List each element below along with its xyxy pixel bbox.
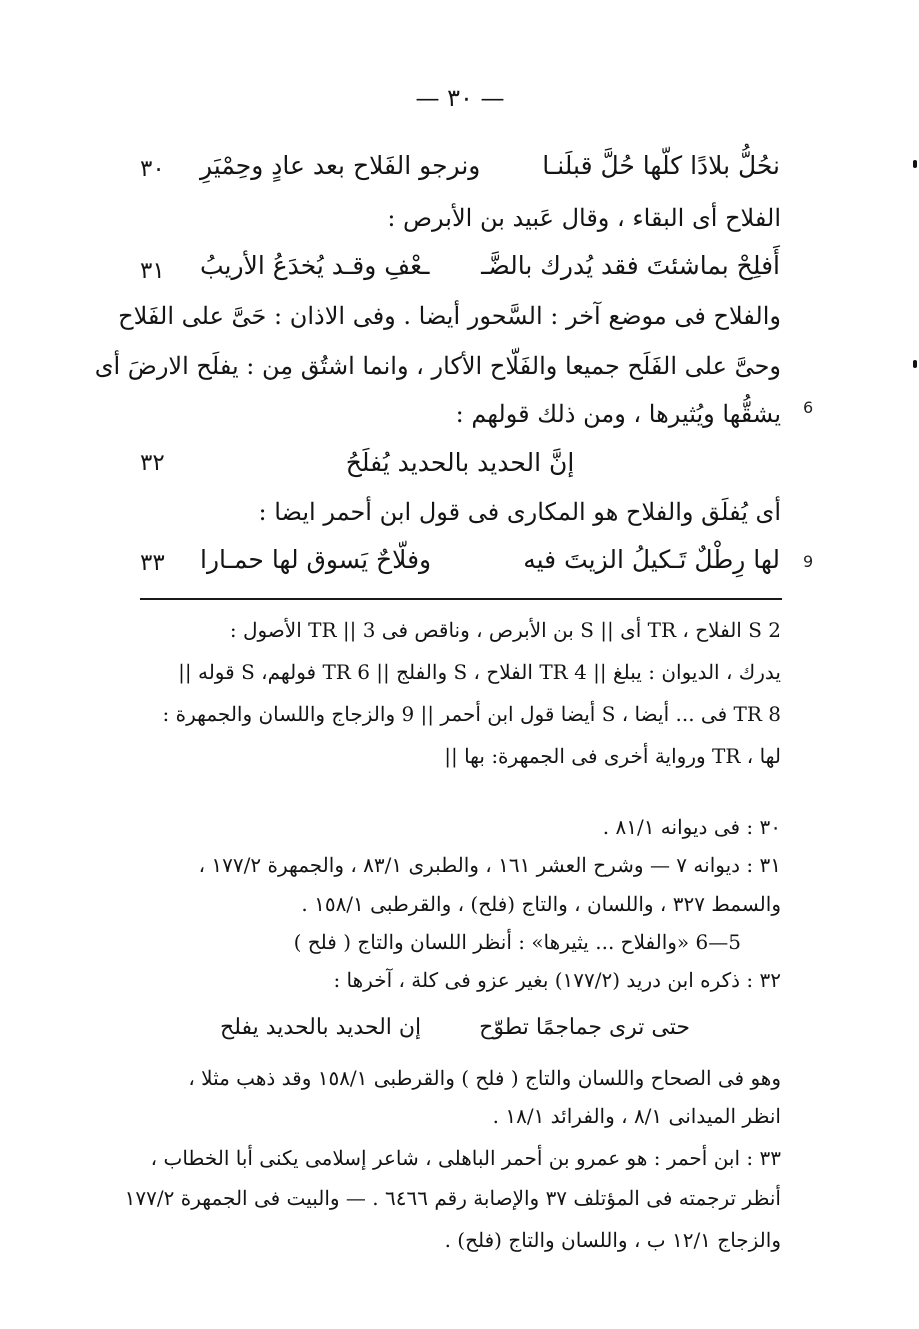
apparatus-line-4: لها ، TR ورواية أخرى فى الجمهرة: بها ||: [444, 744, 781, 768]
apparatus-line-3: 8 TR فى ... أيضا ، S أيضا قول ابن أحمر || 9 والزجاج واللسان والجمهرة :: [162, 702, 781, 726]
line-marker-9: 9: [803, 552, 814, 571]
note-31-line-2: والسمط ٣٢٧ ، واللسان ، والتاج (فلح) ، والقرطبى ١٥٨/١ .: [301, 892, 781, 916]
line-marker-6: 6: [803, 398, 814, 417]
prose-line-3: وحىَّ على الفَلَح جميعا والفَلّاح الأكار ، وانما اشتُق مِن : يفلَح الارضَ أى: [94, 352, 781, 380]
prose-line-2: والفلاح فى موضع آخر : السَّحور أيضا . وفى الاذان : حَىَّ على الفَلاح: [118, 302, 781, 330]
note-33-line-1: ٣٣ : ابن أحمر : هو عمرو بن أحمر الباهلى ، شاعر إسلامى يكنى أبا الخطاب ،: [150, 1146, 781, 1170]
verse-31: [140, 250, 780, 286]
verse-33-hemistich-1: لها رِطْلٌ تَـكيلُ الزيتَ فيه: [523, 545, 780, 574]
prose-line-5: أى يُفلَق والفلاح هو المكارى فى قول ابن أحمر ايضا :: [258, 498, 781, 526]
apparatus-divider: [140, 598, 782, 600]
apparatus-line-1: 2 S الفلاح ، TR أى || S بن الأبرص ، وناقص فى TR || 3 الأصول :: [229, 618, 781, 642]
note-30: ٣٠ : فى ديوانه ٨١/١ .: [602, 815, 781, 839]
verse-33: [140, 544, 780, 580]
quoted-verse-hemistich-2: إن الحديد بالحديد يفلح: [220, 1015, 422, 1040]
note-31-line-1: ٣١ : ديوانه ٧ — وشرح العشر ١٦١ ، والطبرى ٨٣/١ ، والجمهرة ١٧٧/٢ ،: [198, 853, 781, 877]
note-32-cont-2: انظر الميدانى ٨/١ ، والفرائد ١٨/١ .: [492, 1104, 781, 1128]
prose-line-1: الفلاح أى البقاء ، وقال عَبيد بن الأبرص :: [387, 204, 781, 232]
apparatus-line-2: يدرك ، الديوان : يبلغ || 4 TR الفلاح ، S والفلج || 6 TR فولهم، S قوله ||: [178, 660, 781, 684]
verse-30-hemistich-2: ونرجو الفَلاح بعد عادٍ وحِمْيَرِ: [200, 151, 481, 180]
verse-30-number: ٣٠: [140, 156, 165, 182]
verse-33-hemistich-2: وفلّاحٌ يَسوق لها حمـارا: [200, 545, 432, 574]
quoted-verse: [220, 1014, 690, 1050]
verse-33-number: ٣٣: [140, 550, 165, 576]
margin-mark-bottom: [913, 360, 917, 368]
note-33-line-3: والزجاج ١٢/١ ب ، واللسان والتاج (فلح) .: [444, 1228, 781, 1252]
verse-32-number: ٣٢: [140, 450, 165, 476]
margin-mark-top: [913, 160, 917, 168]
prose-line-4: يشقُّها ويُثيرها ، ومن ذلك قولهم :: [455, 400, 781, 428]
note-5-6: 5—6 «والفلاح ... يثيرها» : أنظر اللسان والتاج ( فلح ): [293, 930, 741, 954]
quoted-verse-hemistich-1: حتى ترى جماجمًا تطوّح: [479, 1015, 690, 1040]
verse-32: إنَّ الحديد بالحديد يُفلَحُ: [345, 448, 575, 477]
verse-31-number: ٣١: [140, 258, 165, 284]
page-number: — ٣٠ —: [415, 84, 505, 112]
note-32: ٣٢ : ذكره ابن دريد (١٧٧/٢) بغير عزو فى كلة ، آخرها :: [333, 968, 781, 992]
note-32-cont-1: وهو فى الصحاح واللسان والتاج ( فلح ) والقرطبى ١٥٨/١ وقد ذهب مثلا ،: [188, 1066, 781, 1090]
verse-31-hemistich-1: أَفلِحْ بماشئتَ فقد يُدرك بالضَّـ: [481, 251, 780, 280]
verse-30: [140, 150, 780, 186]
verse-31-hemistich-2: ـعْفِ وقـد يُخدَعُ الأريبُ: [200, 251, 430, 280]
note-33-line-2: أنظر ترجمته فى المؤتلف ٣٧ والإصابة رقم ٦٤٦٦ . — والبيت فى الجمهرة ١٧٧/٢: [124, 1186, 781, 1210]
verse-30-hemistich-1: نحُلُّ بلادًا كلّها حُلَّ قبلَنـا: [542, 151, 780, 180]
